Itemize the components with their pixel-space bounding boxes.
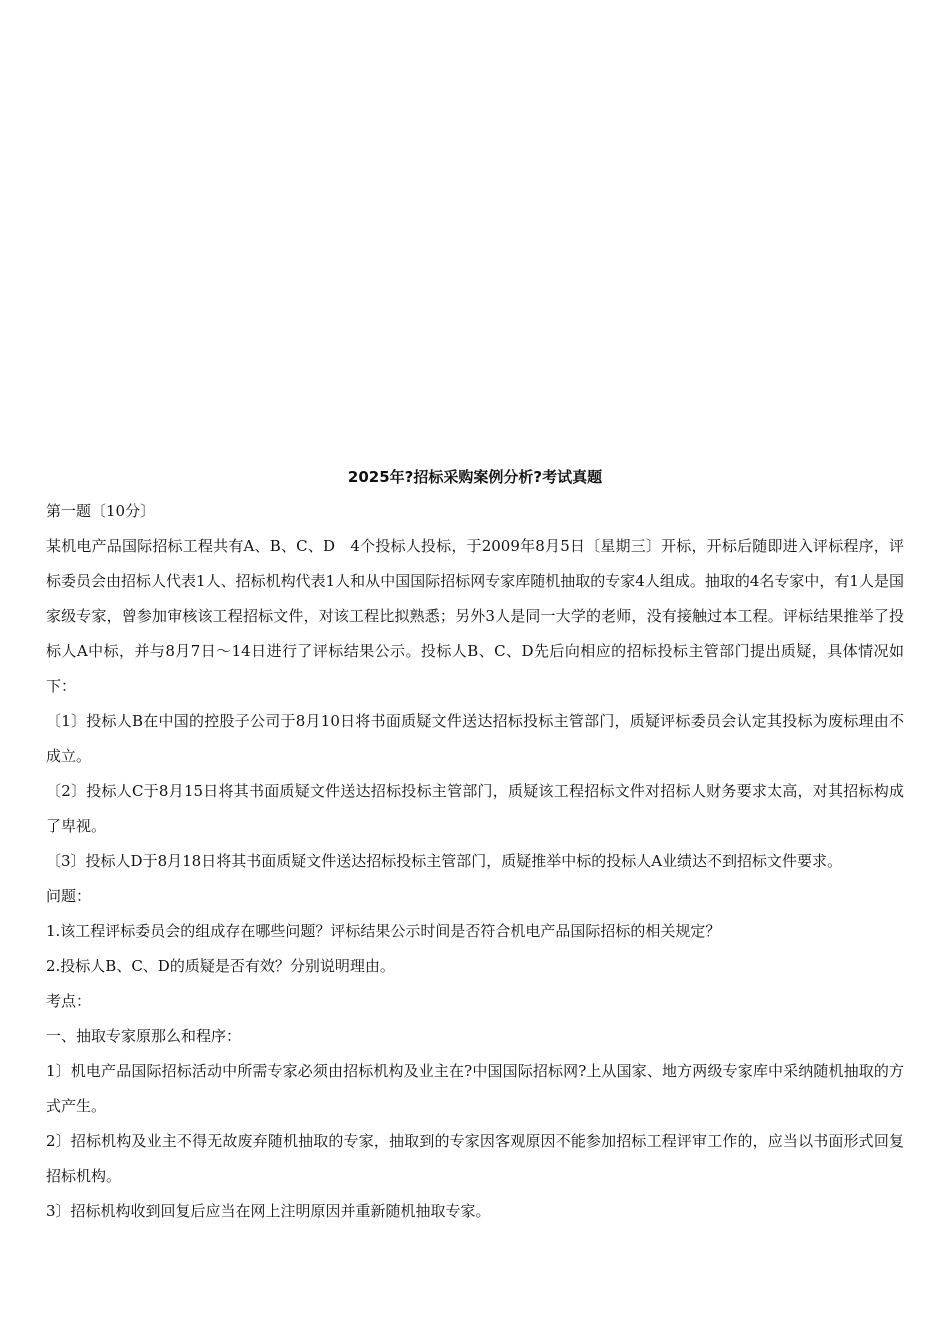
key-point-section-1: 一、抽取专家原那么和程序： [46, 1027, 242, 1045]
document-title: 2025年?招标采购案例分析?考试真题 [347, 468, 603, 486]
question-1: 1.该工程评标委员会的组成存在哪些问题？评标结果公示时间是否符合机电产品国际招标的相关规定？ [46, 922, 721, 940]
key-point-2: 2〕招标机构及业主不得无故废弃随机抽取的专家，抽取到的专家因客观原因不能参加招标工程评审工作的，应当以书面形式回复招标机构。 [46, 1132, 904, 1185]
complaint-b: 〔1〕投标人B在中国的控股子公司于8月10日将书面质疑文件送达招标投标主管部门，质疑评标委员会认定其投标为废标理由不成立。 [46, 712, 904, 765]
complaint-d: 〔3〕投标人D于8月18日将其书面质疑文件送达招标投标主管部门，质疑推举中标的投标人A业绩达不到招标文件要求。 [46, 852, 843, 870]
questions-label: 问题： [46, 887, 92, 905]
question-heading: 第一题〔10分〕 [46, 502, 156, 520]
document-body [46, 460, 904, 1229]
case-description: 某机电产品国际招标工程共有A、B、C、D 4个投标人投标，于2009年8月5日〔星期三〕开标，开标后随即进入评标程序，评标委员会由招标人代表1人、招标机构代表1人和从中国国际招标网专家库随机抽取的专家4人组成。抽取的4名专家中，有1人是国家级专家，曾参加审核该工程招标文件，对该工程比拟熟悉；另外3人是同一大学的老师，没有接触过本工程。评标结果推举了投标人A中标，并与8月7日～14日进行了评标结果公示。投标人B、C、D先后向相应的招标投标主管部门提出质疑，具体情况如下： [46, 537, 904, 695]
key-point-1: 1〕机电产品国际招标活动中所需专家必须由招标机构及业主在?中国国际招标网?上从国家、地方两级专家库中采纳随机抽取的方式产生。 [46, 1062, 904, 1115]
question-2: 2.投标人B、C、D的质疑是否有效？分别说明理由。 [46, 957, 395, 975]
key-points-label: 考点： [46, 992, 92, 1010]
complaint-c: 〔2〕投标人C于8月15日将其书面质疑文件送达招标投标主管部门，质疑该工程招标文件对招标人财务要求太高，对其招标构成了卑视。 [46, 782, 904, 835]
key-point-3: 3〕招标机构收到回复后应当在网上注明原因并重新随机抽取专家。 [46, 1202, 491, 1220]
